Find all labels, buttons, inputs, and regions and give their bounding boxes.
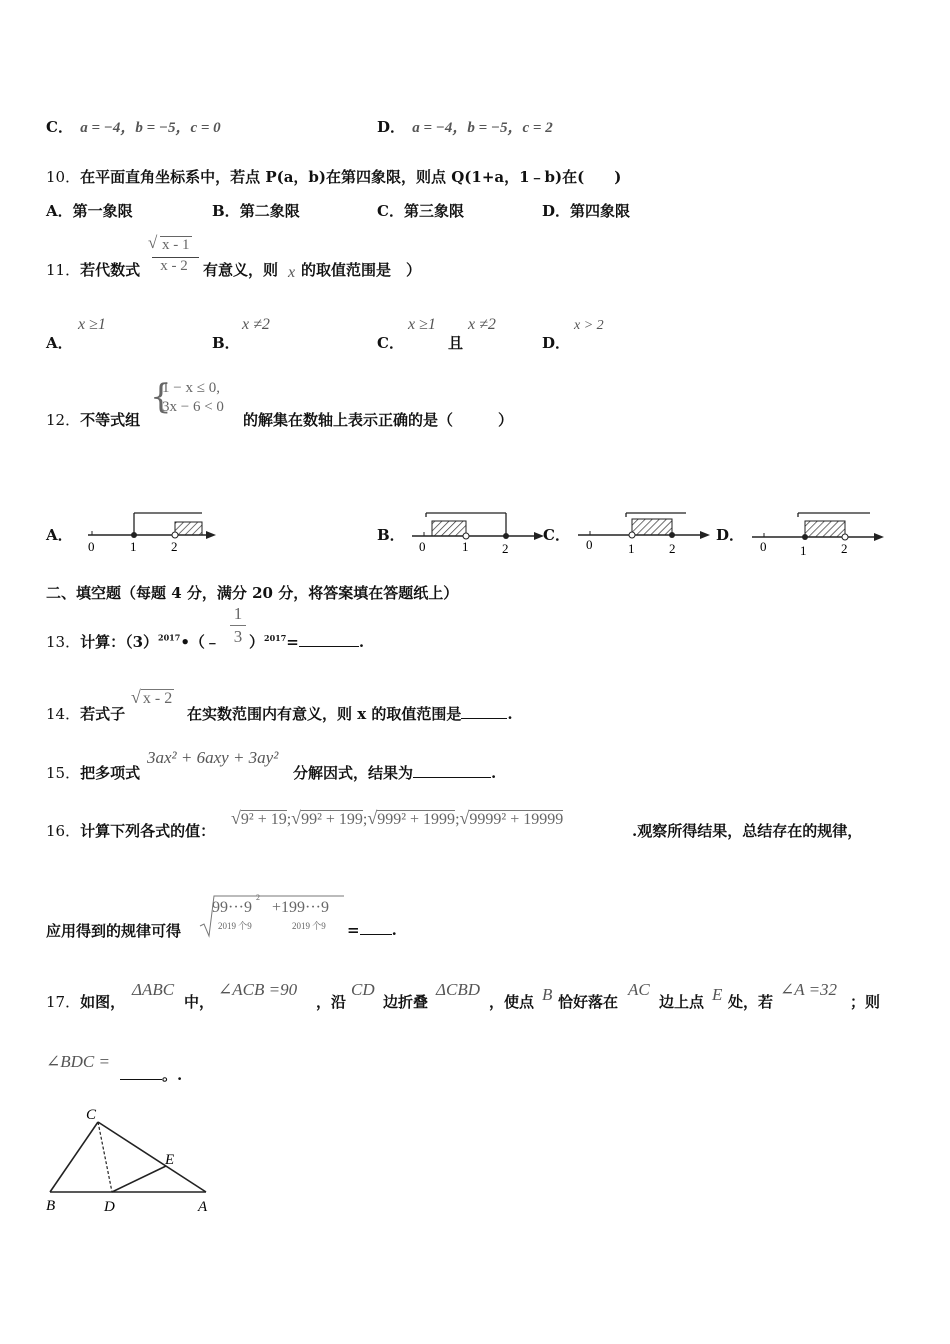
q17-s1: 中， bbox=[184, 993, 215, 1011]
q11-option-d-expr: x > 2 bbox=[574, 318, 604, 333]
q11-option-c-joiner: 且 bbox=[448, 334, 464, 352]
q15-stem-b: 分解因式，结果为 . bbox=[293, 764, 497, 782]
q17-pe: E bbox=[712, 985, 723, 1004]
q12-option-b-label: B． bbox=[377, 526, 405, 544]
section-2-title: 二、填空题（每题 4 分，满分 20 分，将答案填在答题纸上） bbox=[46, 584, 459, 602]
q11-stem-c: 的取值范围是 ） bbox=[301, 261, 422, 279]
q9-option-c: C． a = −4，b = −5，c = 0 bbox=[46, 118, 221, 136]
q10-option-c: C．第三象限 bbox=[377, 202, 464, 220]
q10-option-d: D．第四象限 bbox=[542, 202, 631, 220]
q17-ask: ∠BDC = bbox=[46, 1052, 110, 1071]
label-e: E bbox=[165, 1152, 175, 1168]
q12-option-a-numberline bbox=[80, 505, 220, 555]
q17-s5: 恰好落在 bbox=[558, 993, 619, 1011]
q17-answer-blank[interactable] bbox=[120, 1065, 162, 1080]
q17-cd: CD bbox=[351, 980, 375, 999]
tick-label: 0 bbox=[760, 539, 767, 554]
q16-big-radical: 99···9 2019 个9 2 +199···9 2019 个9 bbox=[198, 890, 348, 940]
q17-s4: ，使点 bbox=[489, 993, 535, 1011]
q12-number: 12．不等式组 bbox=[46, 411, 141, 429]
label-c: C bbox=[86, 1107, 97, 1123]
tick-label: 2 bbox=[841, 541, 848, 555]
q17-triangle-figure bbox=[40, 1100, 220, 1220]
q11-fraction: √ x - 1 x - 2 bbox=[146, 233, 202, 275]
side-bc bbox=[50, 1122, 98, 1192]
q11-option-a-expr: x ≥1 bbox=[78, 316, 106, 333]
q12-stem-b: 的解集在数轴上表示正确的是（ ） bbox=[243, 411, 514, 429]
tick-label: 2 bbox=[171, 539, 178, 554]
tick-label: 0 bbox=[88, 539, 95, 554]
q17-angle1: ∠ACB =90 bbox=[218, 980, 298, 999]
q17-pb: B bbox=[542, 985, 553, 1004]
q12-option-d-label: D． bbox=[716, 526, 745, 544]
q15-answer-blank[interactable] bbox=[413, 763, 491, 778]
label-a: A bbox=[198, 1199, 208, 1215]
q16-answer: = . bbox=[347, 921, 397, 939]
q13-stem-end: ）$^{2017}$= . bbox=[249, 633, 365, 651]
q10-option-a: A．第一象限 bbox=[46, 202, 133, 220]
q14-stem-a: 14．若式子 bbox=[46, 705, 126, 723]
q17-number: 17．如图， bbox=[46, 993, 126, 1011]
q17-cbd: ΔCBD bbox=[436, 980, 480, 999]
q10-stem: 10．在平面直角坐标系中，若点 P(a，b)在第四象限，则点 Q(1+a，1﹣b)在( ) bbox=[46, 168, 622, 186]
q16-answer-blank[interactable] bbox=[360, 920, 392, 935]
q11-option-c-label: C． bbox=[377, 334, 404, 352]
q9-option-d: D． a = −4，b = −5，c = 2 bbox=[377, 118, 553, 136]
q11-stem-b: 有意义，则 bbox=[203, 261, 279, 279]
q13-stem: 13．计算：$(3)^{2017}•(﹣$ bbox=[46, 632, 220, 651]
tick-label: 2 bbox=[502, 541, 509, 555]
q12-option-b-numberline bbox=[408, 505, 548, 555]
tick-label: 2 bbox=[669, 541, 676, 555]
q16-stem-b: .观察所得结果，总结存在的规律， bbox=[632, 822, 863, 840]
q12-option-c-label: C． bbox=[543, 526, 570, 544]
segment-de bbox=[112, 1166, 166, 1192]
tick-label: 1 bbox=[130, 539, 137, 554]
q16-stem-a: 16．计算下列各式的值： bbox=[46, 822, 216, 840]
q14-radical: √ x - 2 bbox=[131, 687, 173, 707]
q12-option-d-numberline bbox=[748, 505, 888, 555]
q11-option-b-expr: x ≠2 bbox=[242, 316, 270, 333]
q14-answer-blank[interactable] bbox=[461, 704, 507, 719]
label-b: B bbox=[46, 1198, 56, 1214]
q15-stem-a: 15．把多项式 bbox=[46, 764, 141, 782]
tick-label: 1 bbox=[800, 543, 807, 555]
q11-number: 11．若代数式 bbox=[46, 261, 141, 279]
label-d: D bbox=[104, 1199, 115, 1215]
q17-answer: 。. bbox=[120, 1064, 182, 1085]
q11-option-a-label: A． bbox=[46, 334, 73, 352]
q11-option-c-expr2: x ≠2 bbox=[468, 316, 496, 333]
q14-stem-b: 在实数范围内有意义，则 x 的取值范围是 . bbox=[187, 705, 513, 723]
fold-line-cd bbox=[98, 1122, 112, 1192]
q11-option-d-label: D． bbox=[542, 334, 571, 352]
q17-s7: 处，若 bbox=[728, 993, 774, 1011]
q17-tri: ΔABC bbox=[132, 980, 175, 999]
q15-expr: 3ax² + 6axy + 3ay² bbox=[147, 748, 279, 767]
q17-s3: 边折叠 bbox=[383, 993, 429, 1011]
q16-stem-c: 应用得到的规律可得 bbox=[46, 922, 182, 940]
q12-option-c-numberline bbox=[574, 505, 714, 555]
q12-option-a-label: A． bbox=[46, 526, 73, 544]
q11-option-b-label: B． bbox=[212, 334, 240, 352]
q11-option-c-expr: x ≥1 bbox=[408, 316, 436, 333]
tick-label: 1 bbox=[462, 539, 469, 554]
q17-angle2: ∠A =32 bbox=[780, 980, 838, 999]
q17-ac: AC bbox=[628, 980, 650, 999]
q13-fraction: 1 3 bbox=[228, 604, 248, 647]
q10-option-b: B．第二象限 bbox=[212, 202, 300, 220]
q13-answer-blank[interactable] bbox=[299, 632, 359, 647]
q11-var: x bbox=[288, 264, 296, 281]
q17-s2: ，沿 bbox=[316, 993, 347, 1011]
tick-label: 1 bbox=[628, 541, 635, 555]
side-ca bbox=[98, 1122, 206, 1192]
tick-label: 0 bbox=[586, 537, 593, 552]
q17-s6: 边上点 bbox=[659, 993, 705, 1011]
tick-label: 0 bbox=[419, 539, 426, 554]
q16-roots: √9² + 19;√99² + 199;√999² + 1999;√9999² + 19999 bbox=[231, 808, 564, 828]
q17-s8: ；则 bbox=[850, 993, 881, 1011]
